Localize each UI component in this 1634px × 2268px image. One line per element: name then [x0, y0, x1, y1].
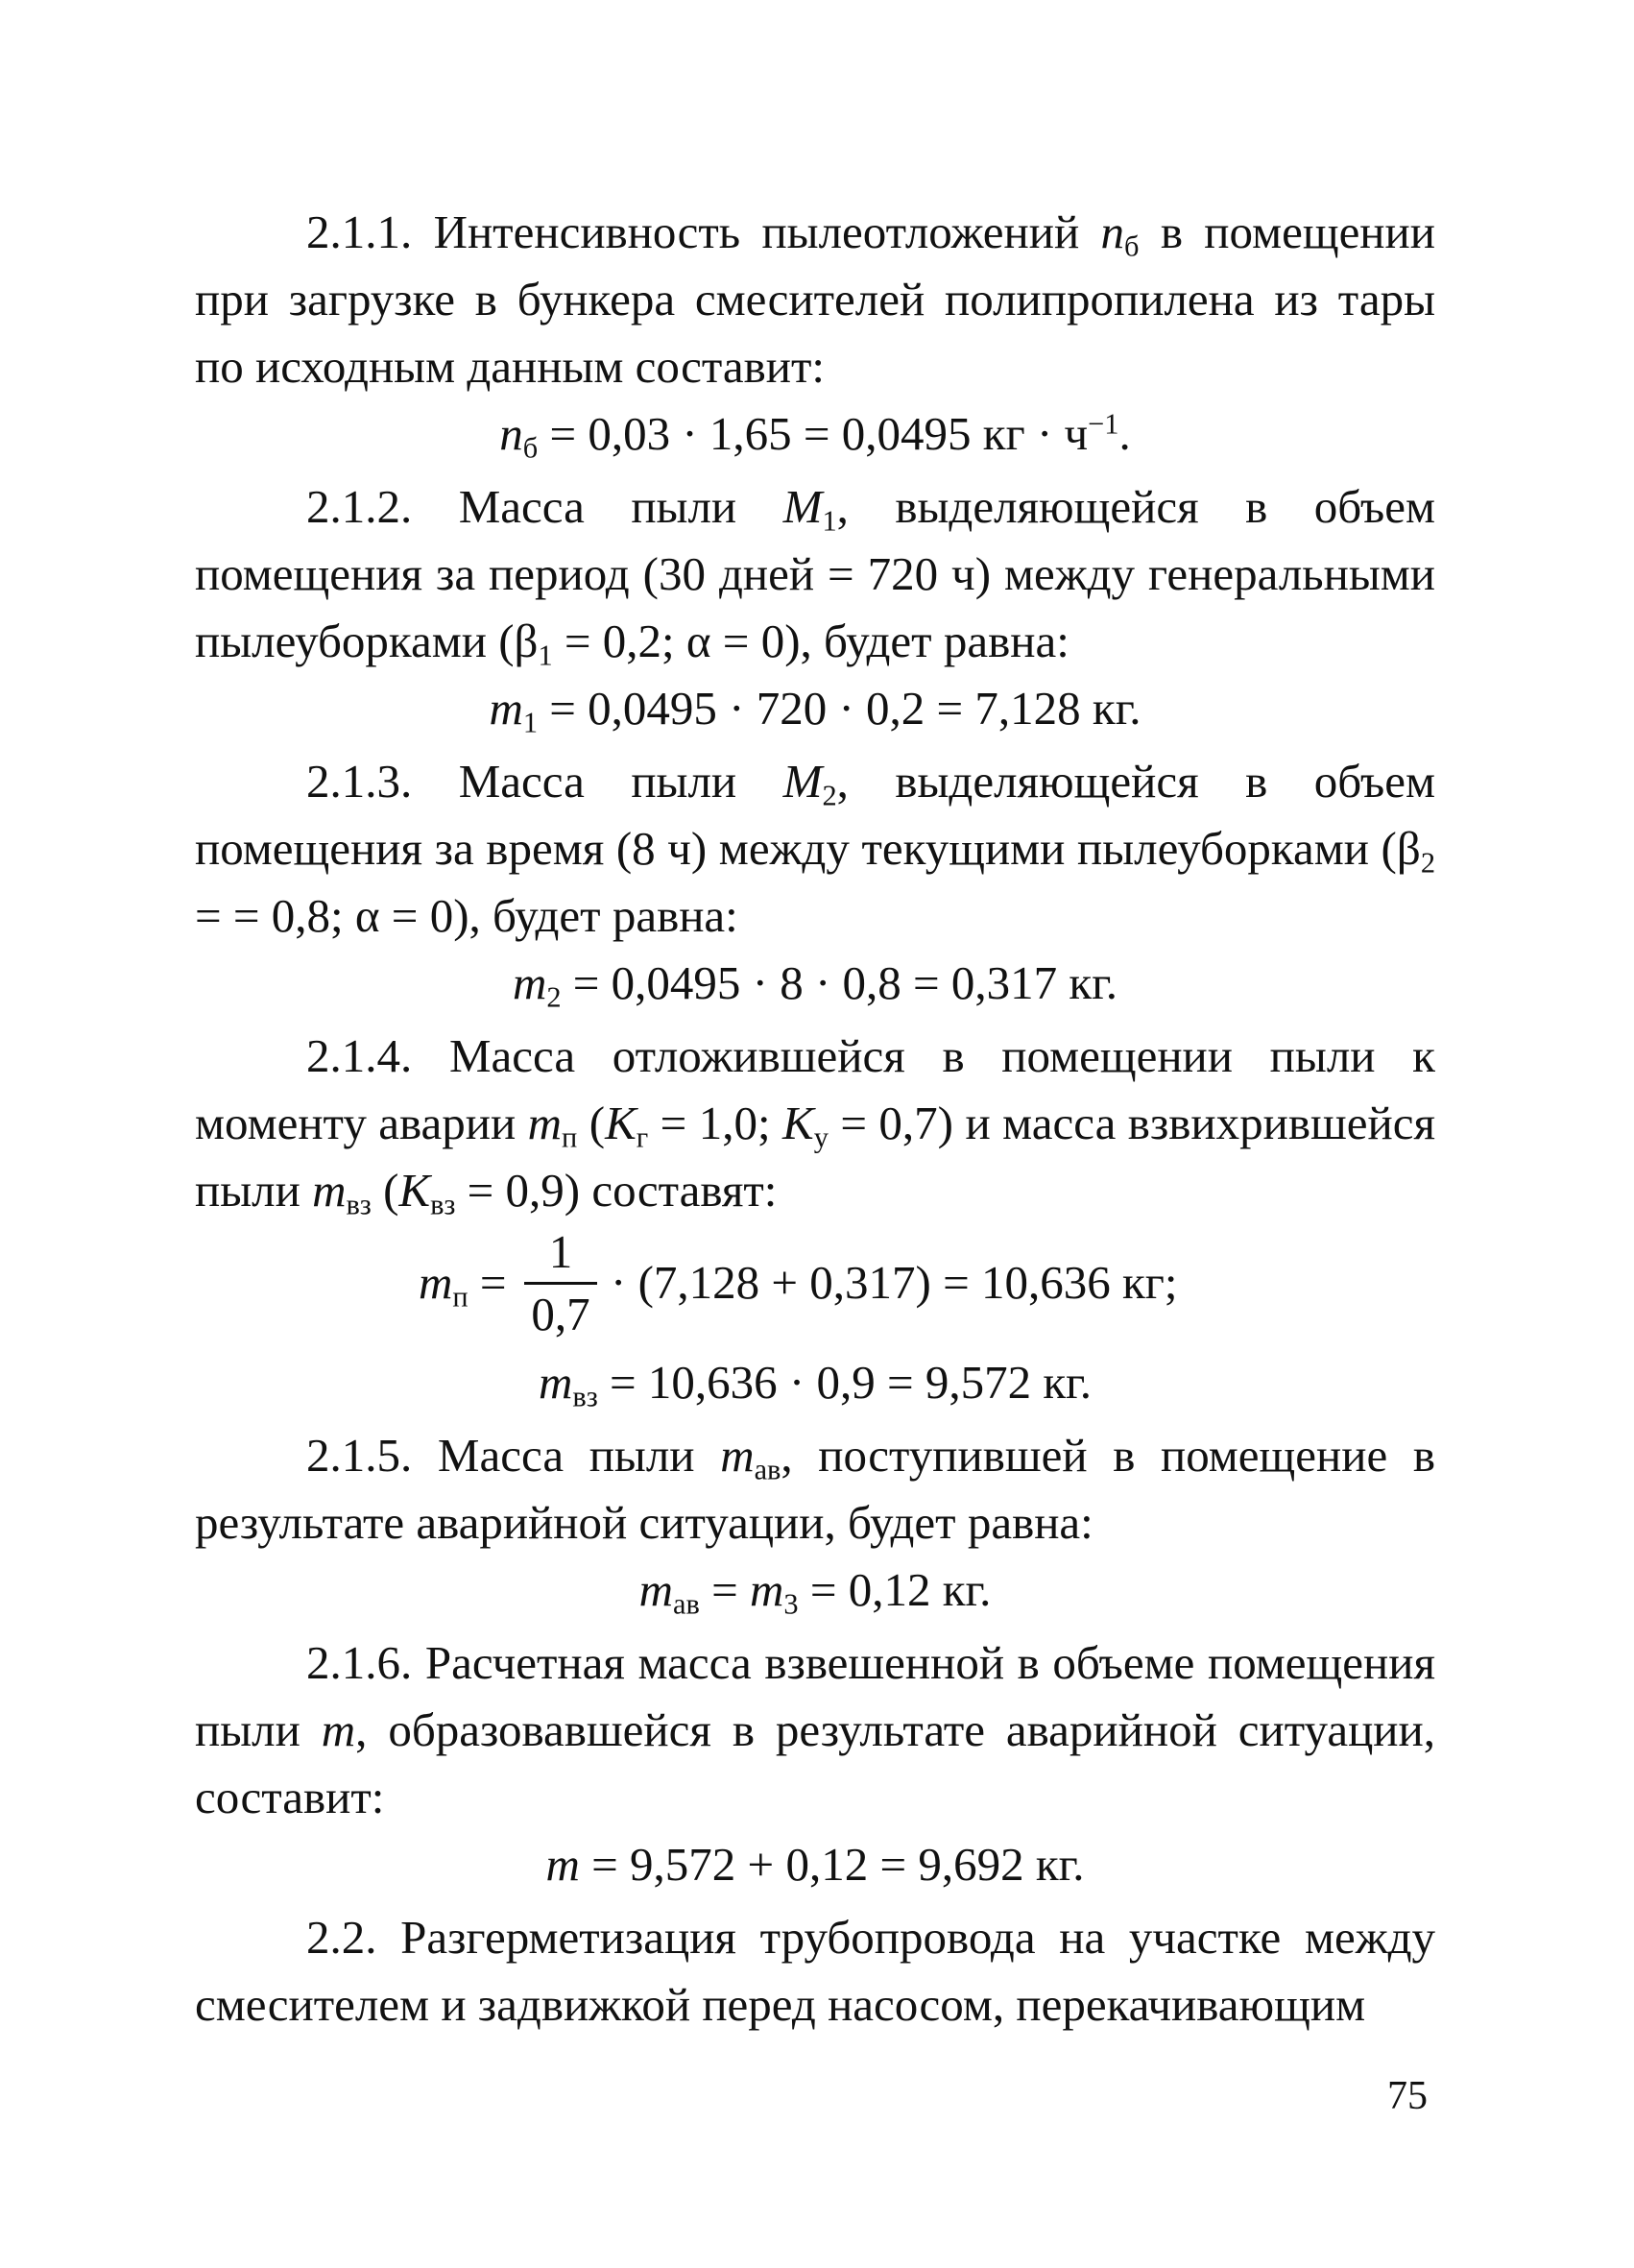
formula-end: .	[1118, 407, 1131, 460]
subscript: вз	[572, 1380, 598, 1413]
subscript: 1	[522, 706, 539, 739]
paragraph-2-1-2	[195, 473, 1435, 675]
variable: n	[499, 407, 523, 460]
variable: M	[782, 480, 823, 533]
formula-5	[195, 1349, 1435, 1416]
section-number: 2.1.2.	[306, 480, 413, 533]
formula-4	[195, 1224, 1435, 1349]
paragraph-text: , образовавшейся в результате аварийной ситуации, составит:	[195, 1703, 1435, 1823]
variable: K	[605, 1097, 637, 1149]
paragraph-text: , поступившей в помещение в результате аварийной ситуации, будет равна:	[195, 1429, 1435, 1549]
paragraph-2-1-6	[195, 1629, 1435, 1831]
subscript: 2	[1420, 846, 1435, 880]
variable: m	[545, 1838, 580, 1891]
subscript: п	[562, 1121, 578, 1154]
paragraph-text: в помещении при загрузке в бункера смесителей полипропилена из тары по исходным данным составит:	[195, 205, 1435, 393]
subscript: 1	[822, 504, 837, 538]
variable: m	[527, 1097, 563, 1149]
variable: m	[512, 956, 547, 1009]
subscript: 3	[783, 1587, 799, 1621]
variable: m	[419, 1256, 453, 1309]
subscript: 1	[538, 639, 553, 672]
variable: m	[638, 1563, 674, 1616]
subscript: б	[522, 431, 539, 465]
variable: m	[321, 1703, 356, 1756]
formula-3	[195, 950, 1435, 1017]
variable: M	[782, 755, 823, 808]
formula-expression: · (7,128 + 0,317) = 10,636 кг;	[611, 1256, 1178, 1309]
variable: K	[398, 1164, 431, 1217]
paragraph-2-1-1	[195, 199, 1435, 400]
variable: K	[782, 1097, 814, 1149]
equals-sign: =	[699, 1563, 750, 1616]
fraction-denominator: 0,7	[531, 1288, 590, 1340]
paragraph-text: Интенсивность пылеотложений	[412, 205, 1101, 258]
paragraph-text: , выделяющейся в объем помещения за время (8 ч) между текущими пылеуборками (β	[195, 755, 1436, 875]
subscript: ав	[754, 1453, 781, 1486]
subscript: г	[636, 1121, 649, 1154]
paragraph-text: , выделяющейся в объем помещения за период (30 дней = 720 ч) между генеральными пылеуборками (β	[195, 480, 1436, 667]
paragraph-text: Масса пыли	[412, 1429, 721, 1482]
paragraph-text: = = 0,8; α = 0), будет равна:	[195, 889, 738, 942]
fraction	[524, 1224, 597, 1342]
paragraph-text: = 0,2; α = 0), будет равна:	[552, 615, 1069, 667]
paragraph-2-1-4	[195, 1023, 1435, 1224]
paragraph-text: Разгерметизация трубопровода на участке между смесителем и задвижкой перед насосом, перекачивающим	[195, 1911, 1435, 2031]
variable: m	[539, 1356, 573, 1409]
variable: m	[750, 1563, 784, 1616]
variable: m	[312, 1164, 347, 1217]
fraction-bar	[524, 1282, 597, 1285]
section-number: 2.1.3.	[306, 755, 413, 808]
equals-sign: =	[468, 1256, 507, 1309]
paragraph-text: (	[371, 1164, 399, 1217]
paragraph-text: Масса пыли	[412, 755, 783, 808]
subscript: 2	[822, 779, 837, 812]
formula-lhs	[419, 1249, 507, 1316]
subscript: п	[452, 1280, 469, 1314]
formula-6	[195, 1556, 1435, 1624]
paragraph-text: (	[577, 1097, 606, 1149]
paragraph-text: Масса отложившейся в помещении пыли к моменту аварии	[195, 1029, 1435, 1149]
paragraph-text: = 1,0;	[648, 1097, 783, 1149]
formula-7	[195, 1831, 1435, 1898]
fraction-numerator: 1	[548, 1225, 573, 1278]
formula-expression: = 0,0495 · 720 · 0,2 = 7,128 кг.	[538, 682, 1141, 735]
section-number: 2.2.	[306, 1911, 377, 1964]
main-text	[195, 199, 1435, 2039]
formula-2	[195, 675, 1435, 742]
formula-expression: = 0,12 кг.	[798, 1563, 992, 1616]
superscript: −1	[1088, 407, 1119, 441]
subscript: вз	[346, 1188, 372, 1221]
paragraph-text: Масса пыли	[412, 480, 783, 533]
paragraph-2-1-3	[195, 748, 1435, 950]
paragraph-2-2	[195, 1904, 1435, 2039]
formula-expression: = 0,03 · 1,65 = 0,0495 кг · ч	[538, 407, 1089, 460]
section-number: 2.1.6.	[306, 1636, 413, 1689]
page-number: 75	[1387, 2074, 1428, 2118]
paragraph-text: = 0,9) составят:	[455, 1164, 778, 1217]
subscript: вз	[430, 1188, 456, 1221]
variable: m	[720, 1429, 755, 1482]
subscript: 2	[546, 980, 562, 1014]
paragraph-text: Расчетная масса взвешенной в объеме помещения пыли	[195, 1636, 1435, 1756]
formula-expression: = 10,636 · 0,9 = 9,572 кг.	[597, 1356, 1092, 1409]
subscript: ав	[673, 1587, 700, 1621]
paragraph-text: = 0,7) и масса взвихрившейся пыли	[195, 1097, 1436, 1217]
formula-expression: = 0,0495 · 8 · 0,8 = 0,317 кг.	[561, 956, 1118, 1009]
section-number: 2.1.5.	[306, 1429, 413, 1482]
variable: m	[489, 682, 523, 735]
paragraph-2-1-5	[195, 1422, 1435, 1556]
formula-expression: = 9,572 + 0,12 = 9,692 кг.	[579, 1838, 1085, 1891]
subscript: б	[1124, 229, 1140, 263]
variable: n	[1100, 205, 1125, 258]
formula-1	[195, 400, 1435, 468]
section-number: 2.1.1.	[306, 205, 413, 258]
section-number: 2.1.4.	[306, 1029, 413, 1082]
subscript: у	[813, 1121, 829, 1154]
